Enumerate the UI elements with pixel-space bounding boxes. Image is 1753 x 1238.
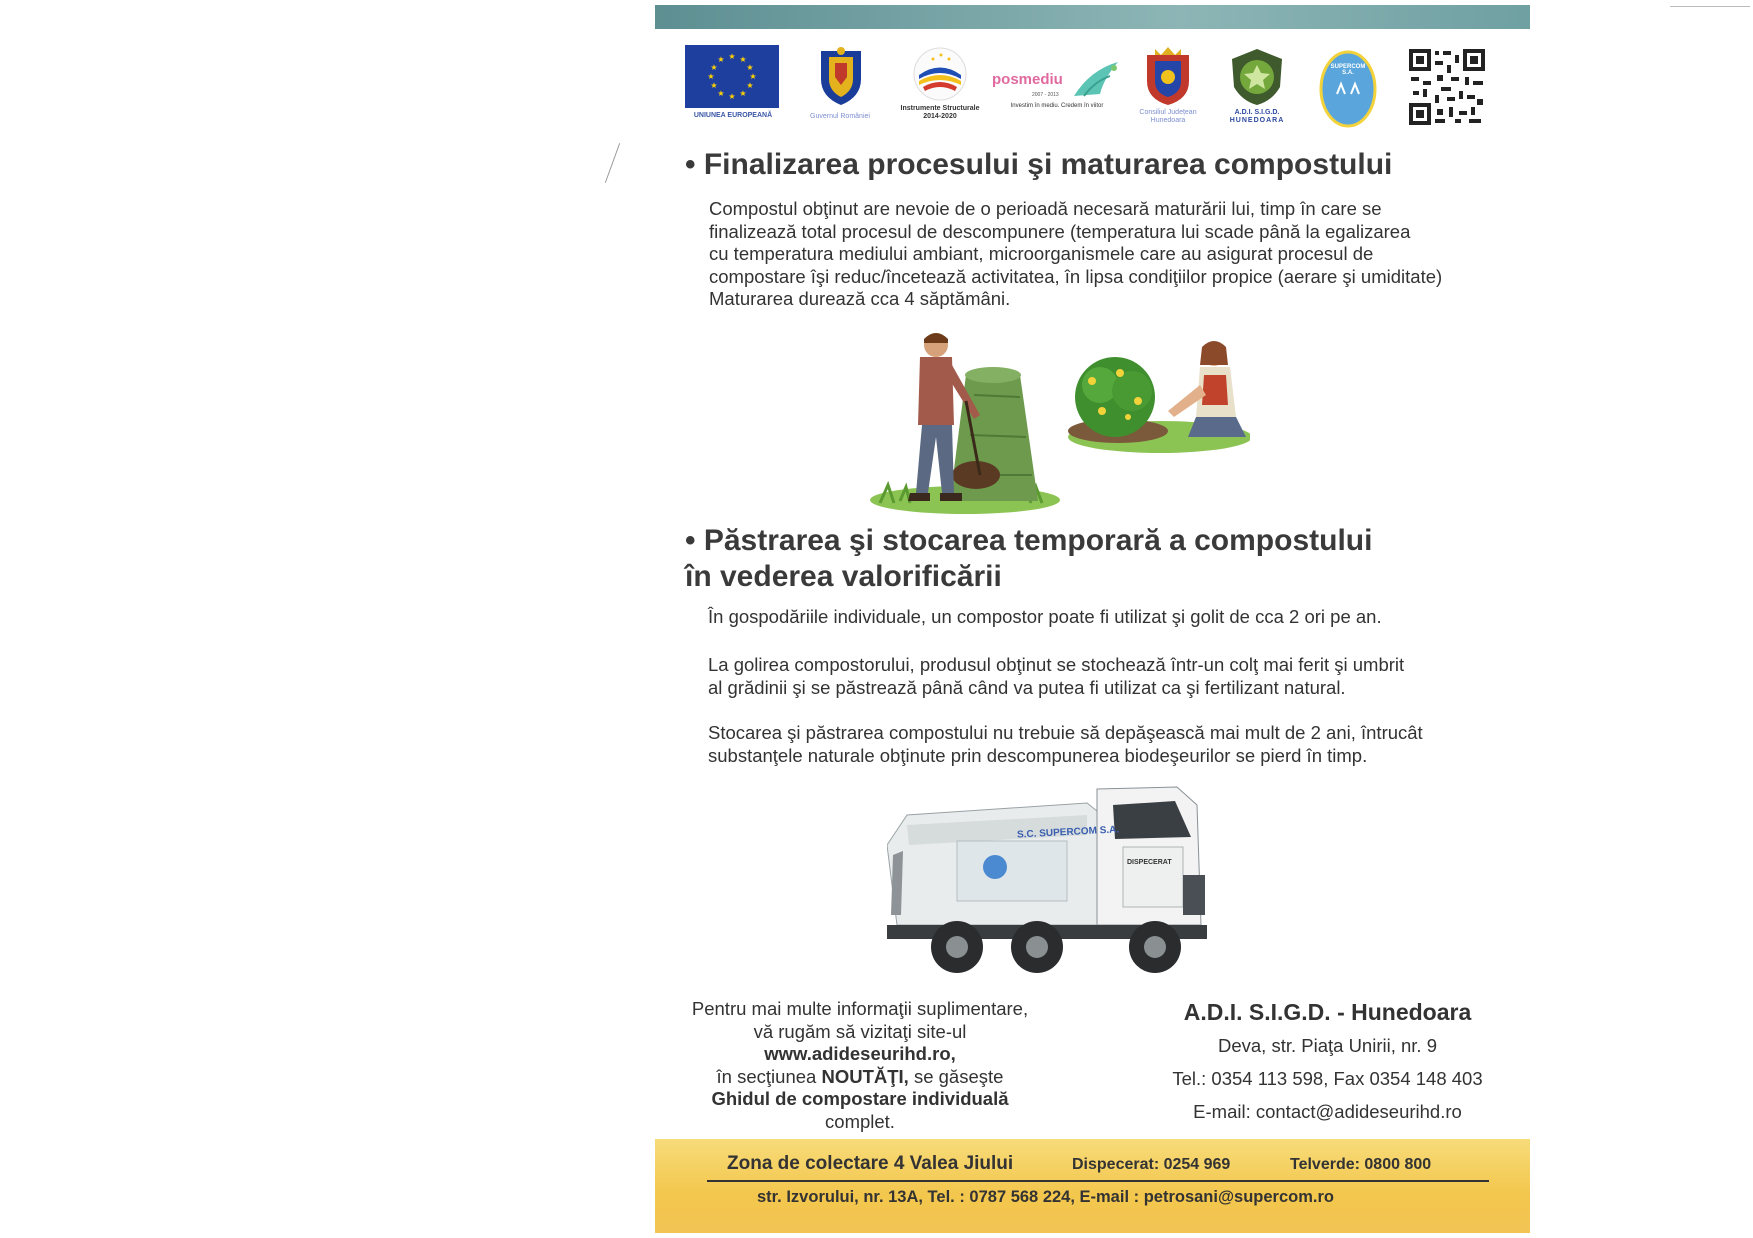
scan-mark-line	[605, 143, 620, 183]
svg-text:★: ★	[717, 55, 725, 64]
news-section-label: NOUTĂŢI,	[821, 1065, 909, 1087]
dispatch-phone: Dispecerat: 0254 969	[1072, 1156, 1231, 1173]
section2-title-line1: • Păstrarea şi stocarea temporară a compostului	[685, 524, 1373, 557]
svg-text:★: ★	[746, 63, 754, 72]
info-block	[685, 998, 1035, 1133]
posmediu-leaf-icon	[1070, 58, 1122, 100]
svg-text:★: ★	[739, 55, 747, 64]
section1-line: Maturarea durează cca 4 săptămâni.	[709, 288, 1011, 309]
posmediu-slogan: Investim în mediu. Credem în viitor	[1010, 103, 1104, 109]
section2-p2-line: al grădinii şi se păstrează până când va putea fi utilizat ca şi fertilizant natural.	[708, 676, 1346, 698]
guide-title: Ghidul de compostare individuală	[711, 1088, 1009, 1109]
romania-coat-of-arms-logo	[815, 45, 867, 107]
footer-bar	[655, 1139, 1530, 1233]
composting-illustration	[870, 325, 1250, 515]
structural-instruments-caption-2: 2014-2020	[923, 113, 957, 120]
svg-text:★: ★	[749, 72, 757, 81]
adi-sigd-logo	[1228, 47, 1286, 107]
qr-code	[1407, 47, 1487, 127]
scan-mark-top-right	[1670, 6, 1750, 7]
eu-flag-logo	[685, 45, 779, 108]
svg-text:★: ★	[728, 92, 736, 101]
svg-text:★: ★	[739, 89, 747, 98]
posmediu-name: posmediu	[992, 71, 1063, 88]
contact-address: Deva, str. Piaţa Unirii, nr. 9	[1217, 1035, 1437, 1056]
contact-block	[1150, 995, 1505, 1128]
garbage-truck-photo	[887, 775, 1232, 985]
structural-instruments-logo	[911, 45, 969, 103]
info-line	[685, 1066, 1035, 1089]
info-line	[685, 1088, 1035, 1133]
posmediu-logo	[992, 58, 1122, 108]
section2-paragraph-3	[708, 722, 1423, 767]
section1-paragraph	[709, 198, 1442, 311]
contact-org: A.D.I. S.I.G.D. - Hunedoara	[1183, 999, 1472, 1025]
section1-line: finalizează total procesul de descompunere (temperatura lui scade până la egalizarea	[709, 220, 1411, 242]
svg-text:★: ★	[710, 63, 718, 72]
section2-p2-line: La golirea compostorului, produsul obţinut se stochează într-un colţ mai ferit şi umbrit	[708, 654, 1405, 675]
county-caption-1: Consiliul Județean	[1139, 109, 1197, 116]
supercom-logo	[1319, 50, 1377, 128]
contact-phone: Tel.: 0354 113 598, Fax 0354 148 403	[1172, 1068, 1483, 1089]
footer-address: str. Izvorului, nr. 13A, Tel. : 0787 568 224, E-mail : petrosani@supercom.ro	[757, 1188, 1334, 1206]
info-line5-post: complet.	[825, 1110, 895, 1132]
info-line4-post: se găseşte	[908, 1065, 1004, 1087]
svg-text:★: ★	[710, 81, 718, 90]
supercom-caption: SUPERCOM S.A.	[1330, 64, 1366, 76]
svg-text:★: ★	[728, 52, 736, 61]
section2-paragraph-2	[708, 654, 1404, 699]
section2-p3-line: substanţele naturale obţinute prin descompunerea biodeşeurilor se pierd în timp.	[708, 744, 1368, 766]
leaflet-page	[655, 5, 1530, 1233]
hunedoara-county-coat-of-arms-logo	[1141, 45, 1195, 107]
adi-caption-2: HUNEDOARA	[1229, 117, 1285, 124]
section1-title: • Finalizarea procesului şi maturarea compostului	[685, 148, 1393, 181]
section1-line: Compostul obţinut are nevoie de o perioadă necesară maturării lui, timp în care se	[709, 198, 1382, 219]
green-line-phone: Telverde: 0800 800	[1290, 1156, 1432, 1173]
svg-text:★: ★	[746, 81, 754, 90]
collection-zone: Zona de colectare 4 Valea Jiului	[727, 1153, 1014, 1174]
top-color-bar	[655, 5, 1530, 29]
county-caption-2: Hunedoara	[1150, 117, 1186, 124]
posmediu-years: 2007 - 2013	[1032, 92, 1059, 98]
adi-caption-1: A.D.I. S.I.G.D.	[1234, 109, 1280, 116]
eu-caption: UNIUNEA EUROPEANĂ	[693, 112, 773, 119]
contact-email[interactable]: E-mail: contact@adideseurihd.ro	[1193, 1101, 1462, 1122]
footer-divider	[707, 1180, 1489, 1182]
svg-text:★: ★	[707, 72, 715, 81]
info-line: vă rugăm să vizitaţi site-ul	[753, 1020, 967, 1042]
section1-line: cu temperatura mediului ambiant, microorganismele care au asigurat procesul de	[709, 243, 1374, 264]
section2-title-line2: în vederea valorificării	[685, 560, 1002, 593]
truck-door-text: DISPECERAT	[1127, 859, 1172, 866]
info-line4-pre: în secţiunea	[716, 1065, 822, 1087]
section2-paragraph-1: În gospodăriile individuale, un compostor poate fi utilizat şi golit de cca 2 ori pe an.	[708, 606, 1382, 627]
truck-body-text: S.C. SUPERCOM S.A.	[1016, 824, 1120, 841]
section2-p3-line: Stocarea şi păstrarea compostului nu trebuie să depăşească mai mult de 2 ani, întrucât	[708, 722, 1423, 743]
section1-line: compostare îşi reduc/încetează activitatea, în lipsa condiţiilor propice (aerare şi umiditate)	[709, 265, 1443, 287]
government-caption: Guvernul României	[810, 113, 870, 120]
structural-instruments-caption-1: Instrumente Structurale	[900, 105, 980, 112]
svg-text:★: ★	[717, 89, 725, 98]
info-line: Pentru mai multe informaţii suplimentare,	[691, 998, 1029, 1019]
website-link[interactable]: www.adideseurihd.ro,	[764, 1043, 956, 1064]
